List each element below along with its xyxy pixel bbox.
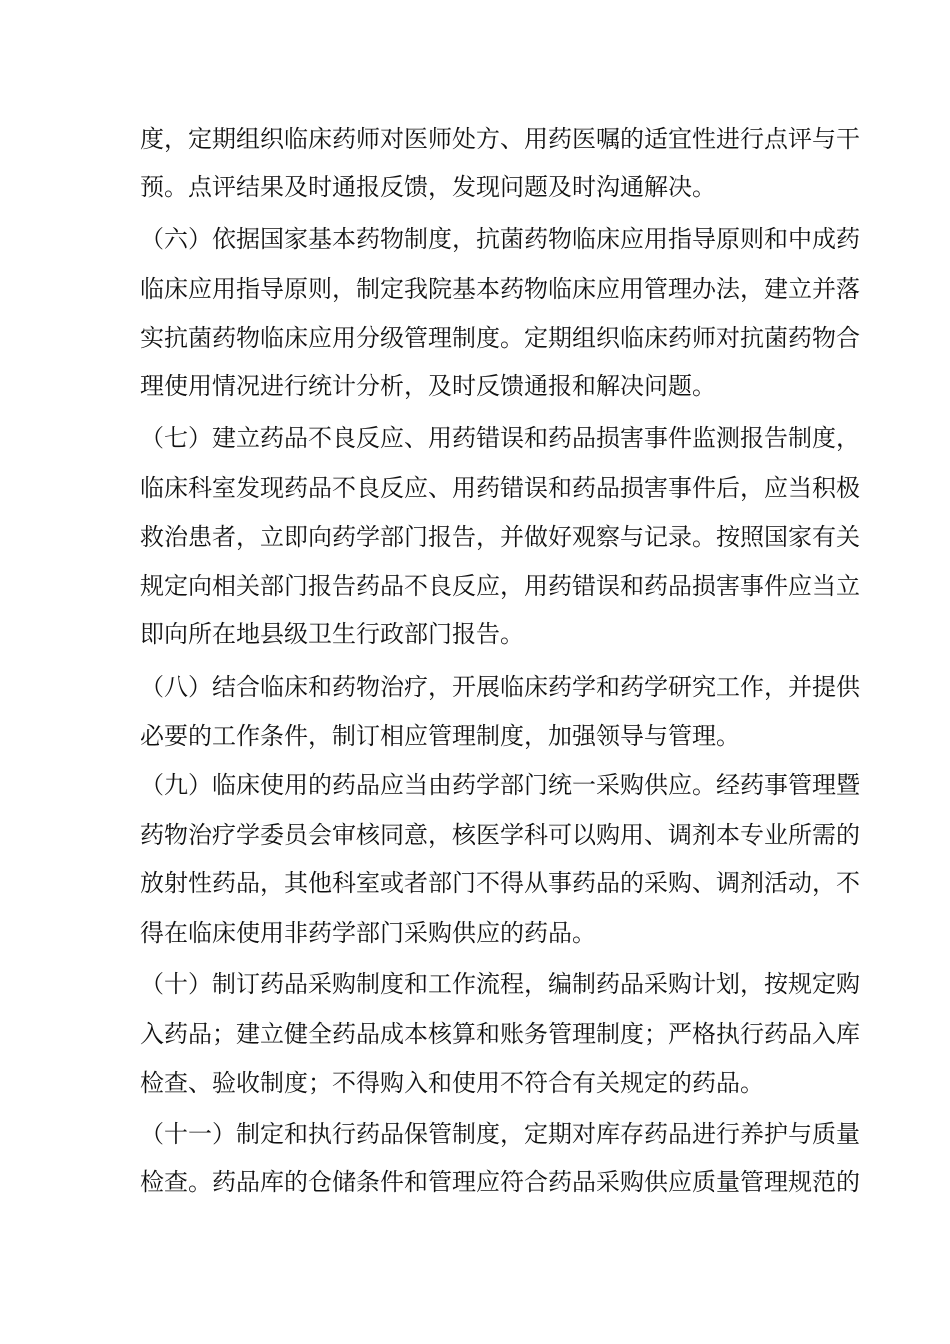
text-line: 入药品；建立健全药品成本核算和账务管理制度；严格执行药品入库 [140,1020,860,1048]
text-line: （九）临床使用的药品应当由药学部门统一采购供应。经药事管理暨 [140,771,860,799]
text-line: 临床科室发现药品不良反应、用药错误和药品损害事件后，应当积极 [140,474,860,502]
text-line: 度，定期组织临床药师对医师处方、用药医嘱的适宜性进行点评与干 [140,125,860,153]
text-line: 即向所在地县级卫生行政部门报告。 [140,620,524,648]
text-line: （十一）制定和执行药品保管制度，定期对库存药品进行养护与质量 [140,1120,860,1148]
text-line: 预。点评结果及时通报反馈，发现问题及时沟通解决。 [140,173,716,201]
text-line: 理使用情况进行统计分析，及时反馈通报和解决问题。 [140,372,716,400]
text-line: 检查、验收制度；不得购入和使用不符合有关规定的药品。 [140,1069,764,1097]
text-line: 放射性药品，其他科室或者部门不得从事药品的采购、调剂活动，不 [140,869,860,897]
text-line: 救治患者，立即向药学部门报告，并做好观察与记录。按照国家有关 [140,523,860,551]
text-line: 得在临床使用非药学部门采购供应的药品。 [140,919,596,947]
text-line: （十）制订药品采购制度和工作流程，编制药品采购计划，按规定购 [140,970,860,998]
text-line: （八）结合临床和药物治疗，开展临床药学和药学研究工作，并提供 [140,673,860,701]
text-line: 临床应用指导原则，制定我院基本药物临床应用管理办法，建立并落 [140,275,860,303]
text-line: 药物治疗学委员会审核同意，核医学科可以购用、调剂本专业所需的 [140,821,860,849]
text-line: 必要的工作条件，制订相应管理制度，加强领导与管理。 [140,722,740,750]
text-line: 检查。药品库的仓储条件和管理应符合药品采购供应质量管理规范的 [140,1168,860,1196]
text-line: 规定向相关部门报告药品不良反应，用药错误和药品损害事件应当立 [140,572,860,600]
text-line: 实抗菌药物临床应用分级管理制度。定期组织临床药师对抗菌药物合 [140,324,860,352]
text-line: （六）依据国家基本药物制度，抗菌药物临床应用指导原则和中成药 [140,225,860,253]
text-line: （七）建立药品不良反应、用药错误和药品损害事件监测报告制度， [140,424,860,452]
